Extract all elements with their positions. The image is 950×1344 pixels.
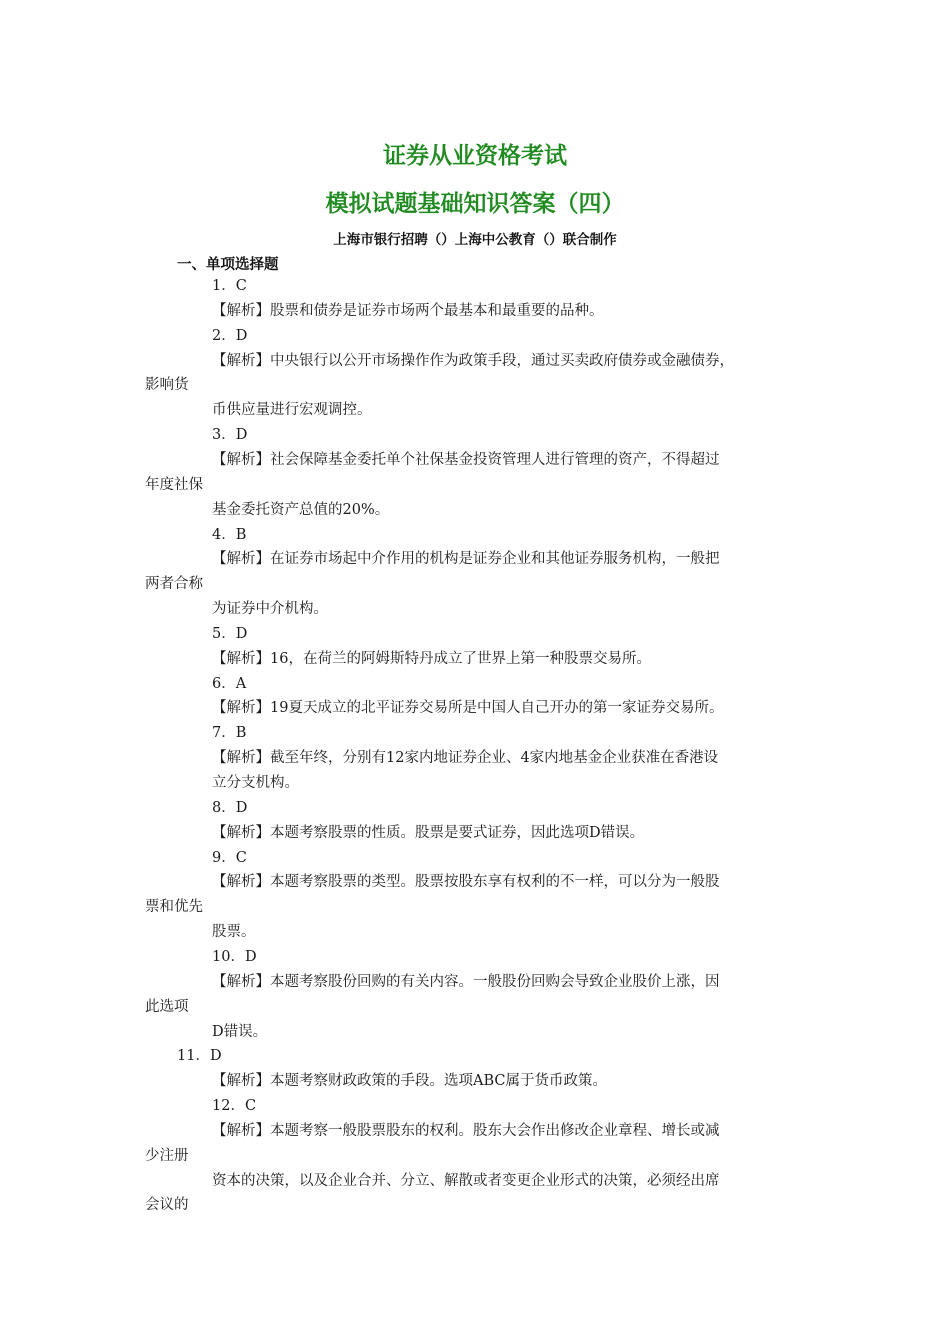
answer-line: 币供应量进行宏观调控。 — [212, 402, 372, 419]
answer-line: 1．C — [212, 278, 247, 294]
answer-line: 此选项 — [145, 998, 189, 1015]
answer-line: 两者合称 — [145, 576, 203, 593]
answer-line: 6．A — [212, 675, 247, 692]
answer-line: 资本的决策，以及企业合并、分立、解散或者变更企业形式的决策，必须经出席 — [212, 1172, 720, 1189]
answer-line: 【解析】本题考察股票的类型。股票按股东享有权利的不一样，可以分为一般股 — [212, 874, 720, 891]
answer-line: 【解析】本题考察股份回购的有关内容。一般股份回购会导致企业股价上涨，因 — [212, 973, 720, 990]
answer-line: 基金委托资产总值的20%。 — [212, 501, 390, 518]
answer-line: 【解析】截至年终，分别有12家内地证券企业、4家内地基金企业获准在香港设 — [212, 750, 719, 767]
answer-line: D错误。 — [212, 1023, 268, 1040]
answer-line: 8．D — [212, 799, 248, 816]
answer-line: 10．D — [212, 948, 257, 965]
answer-line: 11．D — [177, 1048, 222, 1065]
answer-line: 4．B — [212, 526, 247, 543]
answer-line: 年度社保 — [145, 476, 203, 493]
answer-line: 【解析】本题考察股票的性质。股票是要式证券，因此选项D错误。 — [212, 824, 645, 841]
answer-line: 12．C — [212, 1098, 257, 1115]
answer-line: 股票。 — [212, 924, 256, 941]
answer-line: 【解析】19夏天成立的北平证券交易所是中国人自己开办的第一家证券交易所。 — [212, 700, 724, 717]
answer-line: 少注册 — [145, 1147, 189, 1164]
answer-line: 【解析】社会保障基金委托单个社保基金投资管理人进行管理的资产，不得超过 — [212, 451, 720, 468]
answer-line: 3．D — [212, 427, 248, 444]
answer-line: 2．D — [212, 327, 248, 344]
section-heading: 一、单项选择题 — [177, 257, 279, 273]
answer-line: 【解析】16，在荷兰的阿姆斯特丹成立了世界上第一种股票交易所。 — [212, 650, 651, 667]
answer-line: 5．D — [212, 625, 248, 642]
document-title: 证券从业资格考试 — [383, 143, 567, 169]
answer-line: 影响货 — [145, 377, 189, 394]
answer-line: 7．B — [212, 725, 247, 742]
answer-line: 【解析】股票和债券是证券市场两个最基本和最重要的品种。 — [212, 302, 604, 319]
producer-credit: 上海市银行招聘（）上海中公教育（）联合制作 — [333, 232, 617, 248]
answer-line: 【解析】中央银行以公开市场操作作为政策手段，通过买卖政府债券或金融债券， — [212, 352, 734, 369]
answer-line: 票和优先 — [145, 899, 203, 916]
answer-line: 为证券中介机构。 — [212, 601, 328, 618]
answer-line: 立分支机构。 — [212, 775, 299, 791]
answer-line: 【解析】在证券市场起中介作用的机构是证券企业和其他证券服务机构，一般把 — [212, 551, 720, 568]
answer-line: 【解析】本题考察财政政策的手段。选项ABC属于货币政策。 — [212, 1073, 607, 1090]
answer-line: 会议的 — [145, 1197, 189, 1214]
answer-line: 【解析】本题考察一般股票股东的权利。股东大会作出修改企业章程、增长或减 — [212, 1122, 720, 1139]
answer-line: 9．C — [212, 849, 247, 866]
document-subtitle-title: 模拟试题基础知识答案（四） — [325, 191, 625, 217]
